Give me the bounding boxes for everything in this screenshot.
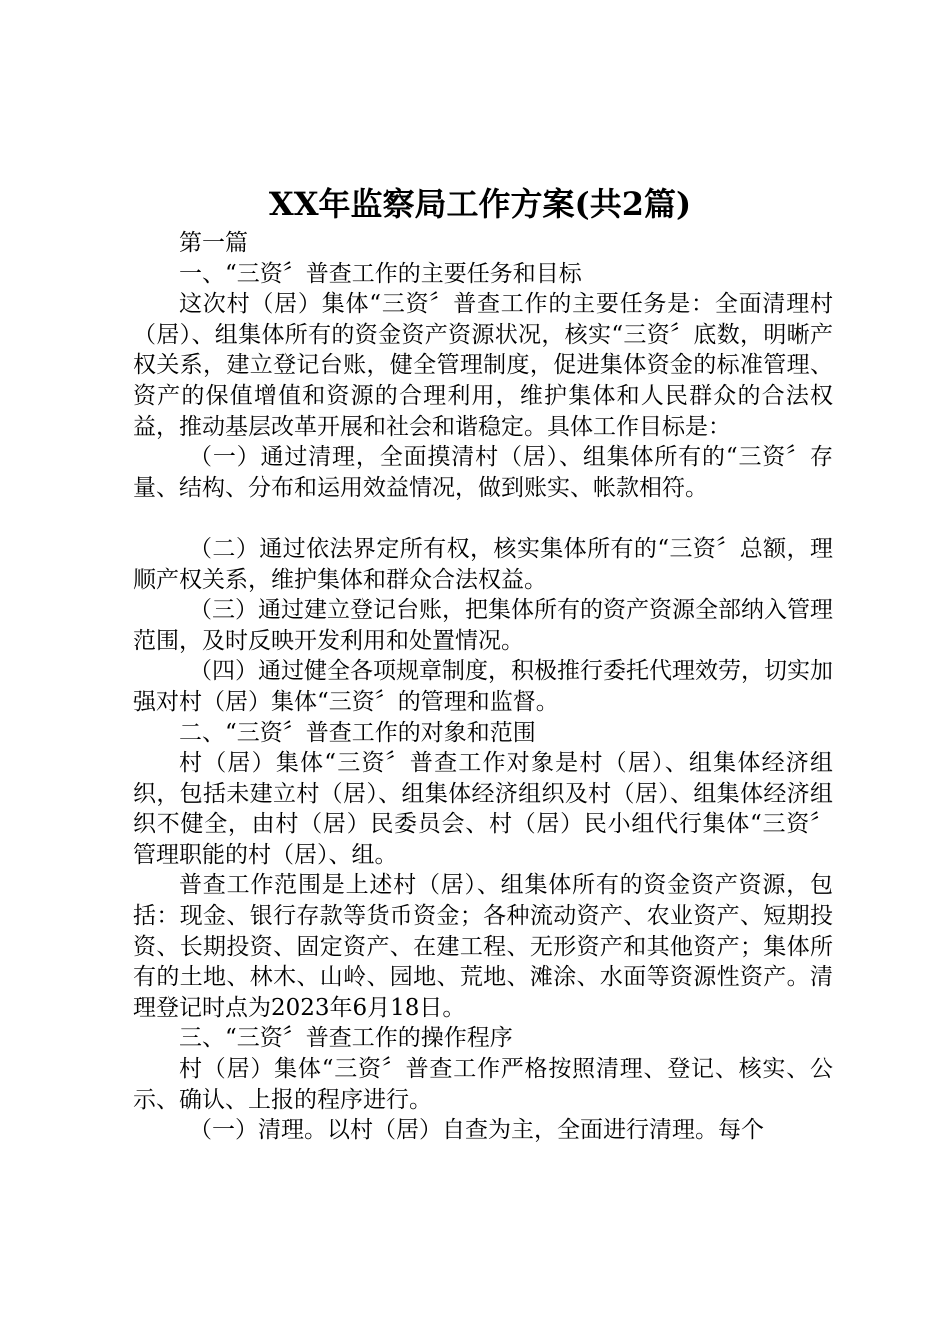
- paragraph: 这次村（居）集体“三资〞普查工作的主要任务是：全面清理村（居）、组集体所有的资金资产资源状况，核实“三资〞底数，明晰产权关系，建立登记台账，健全管理制度，促进集体资金的标准管理、资产的保值增值和资源的合理利用，维护集体和人民群众的合法权益，推动基层改革开展和社会和谐稳定。具体工作目标是：: [133, 291, 833, 440]
- list-item: （三）通过建立登记台账，把集体所有的资产资源全部纳入管理范围，及时反映开发利用和处置情况。: [133, 597, 833, 654]
- heading-1: 一、“三资〞普查工作的主要任务和目标: [179, 260, 582, 287]
- paragraph: 村（居）集体“三资〞普查工作对象是村（居）、组集体经济组织，包括未建立村（居）、组集体经济组织及村（居）、组集体经济组织不健全，由村（居）民委员会、村（居）民小组代行集体“三资〞管理职能的村（居）、组。: [133, 750, 833, 868]
- list-item: （四）通过健全各项规章制度，积极推行委托代理效劳，切实加强对村（居）集体“三资〞的管理和监督。: [133, 658, 833, 715]
- blank-line: [133, 503, 833, 534]
- paragraph: 普查工作范围是上述村（居）、组集体所有的资金资产资源，包括：现金、银行存款等货币资金；各种流动资产、农业资产、短期投资、长期投资、固定资产、在建工程、无形资产和其他资产；集体所有的土地、林木、山岭、园地、荒地、滩涂、水面等资源性资产。清理登记时点为2023年6月18日。: [133, 872, 833, 1021]
- heading-3: 三、“三资〞普查工作的操作程序: [179, 1025, 513, 1052]
- heading-2: 二、“三资〞普查工作的对象和范围: [179, 719, 536, 746]
- document-title: XX年监察局工作方案(共2篇): [268, 185, 692, 223]
- section-label: 第一篇: [179, 230, 248, 256]
- list-item: （一）清理。以村（居）自查为主，全面进行清理。每个: [189, 1117, 764, 1144]
- list-item: （二）通过依法界定所有权，核实集体所有的“三资〞总额，理顺产权关系，维护集体和群众合法权益。: [133, 535, 833, 593]
- document-body: [133, 228, 833, 1146]
- list-item: （一）通过清理，全面摸清村（居）、组集体所有的“三资〞存量、结构、分布和运用效益情况，做到账实、帐款相符。: [133, 444, 833, 501]
- paragraph: 村（居）集体“三资〞普查工作严格按照清理、登记、核实、公示、确认、上报的程序进行。: [133, 1056, 833, 1113]
